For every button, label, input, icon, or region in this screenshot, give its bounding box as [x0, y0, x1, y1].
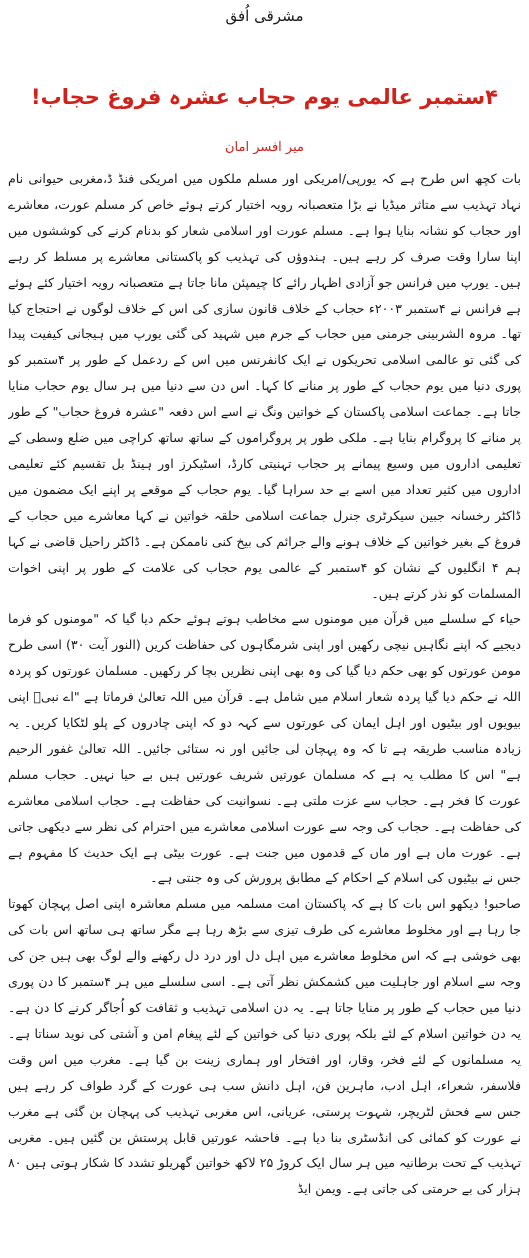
- article-headline: ۴ستمبر عالمی یوم حجاب عشرہ فروغ حجاب!: [31, 85, 498, 109]
- article-paragraph: بات کچھ اس طرح ہے کہ یورپی/امریکی اور مسلم ملکوں میں امریکی فنڈ ڈ،مغربی حیوانی نام نہاد تہذیب سے متاثر میڈیا نے بڑا متعصبانہ رویہ اختیار کرتے ہوئے خاص کر مسلم عورت، معاشرے اور حجاب کو نشانہ بنایا ہوا ہے۔ مسلم عورت اور اسلامی شعار کو بدنام کرنے کی کوششوں میں اپنا سارا وقت صرف کر رہے ہیں۔ ہندوؤں کی تہذیب کو پاکستانی معاشرے پر مسلط کر رہے ہیں۔ یورپ میں فرانس جو آزادی اظہار رائے کا چیمپئن مانا جاتا ہے متعصبانہ رویہ اختیار کئے ہوئے ہے فرانس نے ۴ستمبر ۲۰۰۳ء حجاب کے خلاف قانون سازی کی اس کے خلاف لوگوں نے احتجاج کیا تھا۔ مروہ الشربینی جرمنی میں حجاب کے جرم میں شہید کی گئی یورپ میں ہیجانی کیفیت پیدا کی گئی تو عالمی اسلامی تحریکوں نے ایک کانفرنس میں اس کے ردعمل کے طور پر ۴ستمبر کو پوری دنیا میں یوم حجاب کے طور پر منانے کا کہا۔ اس دن سے دنیا میں ہر سال یوم حجاب منایا جاتا ہے۔ جماعت اسلامی پاکستان کے خواتین ونگ نے اسے اس دفعہ "عشرہ فروغ حجاب" کے طور پر منانے کا پروگرام بنایا ہے۔ ملکی طور پر پروگراموں کے ساتھ ساتھ کراچی میں ضلع وسطی کے تعلیمی اداروں میں وسیع پیمانے پر حجاب تہنیتی کارڈ، اسٹیکرز اور ہینڈ بل تقسیم کئے تعلیمی اداروں میں کثیر تعداد میں اسے بے حد سراہا گیا۔ یوم حجاب کے موقعے پر اپنے ایک مضمون میں ڈاکٹر رخسانہ جبین سیکرٹری جنرل جماعت اسلامی حلقہ خواتین نے کہا معاشرے میں حجاب کے فروغ کے بغیر خواتین کے خلاف ہونے والے جرائم کی بیخ کنی ناممکن ہے۔ ڈاکٹر راحیل قاضی نے کہا ہم ۴ انگلیوں کے نشان کو ۴ستمبر کے عالمی یوم حجاب کی علامت کے طور پر اپنی اخوات المسلمات کو نذر کرتے ہیں۔: [8, 171, 521, 601]
- article-author: میر افسر امان: [224, 140, 304, 155]
- section-name: مشرقی اُفق: [225, 7, 304, 25]
- article-paragraph: حیاء کے سلسلے میں قرآن میں مومنوں سے مخاطب ہوتے ہوئے حکم دیا گیا کہ "مومنوں کو فرما دیجیے کہ اپنے نگاہیں نیچی رکھیں اور اپنی شرمگاہوں کی حفاظت کریں (النور آیت ۳۰) اسی طرح مومن عورتوں کو بھی حکم دیا گیا کی وہ بھی اپنی نظریں بچا کر رکھیں۔ مسلمان عورتوں کو پردہ اللہ نے حکم دیا گیا پردہ شعار اسلام میں شامل ہے۔ قرآن میں اللہ تعالیٰ فرماتا ہے "اے نبیؐ اپنی بیویوں اور بیٹیوں اور اہل ایمان کی عورتوں سے کہہ دو کہ اپنی چادروں کے پلو لٹکایا کریں۔ یہ زیادہ مناسب طریقہ ہے تا کہ وہ پہچان لی جائیں اور نہ ستائی جائیں۔ اللہ تعالیٰ غفور الرحیم ہے" اس کا مطلب یہ ہے کہ مسلمان عورتیں شریف عورتیں ہیں بے حیا نہیں۔ حجاب مسلم عورت کا فخر ہے۔ حجاب سے عزت ملتی ہے۔ نسوانیت کی حفاظت ہے۔ حجاب اسلامی معاشرے کی حفاظت ہے۔ حجاب کی وجہ سے عورت اسلامی معاشرے میں احترام کی نظر سے دیکھی جاتی ہے۔ عورت ماں ہے اور ماں کے قدموں میں جنت ہے۔ عورت بیٹی ہے ایک حدیث کا مفہوم ہے جس نے بیٹیوں کی اسلام کے احکام کے مطابق پرورش کی وہ جنتی ہے۔: [8, 611, 521, 886]
- article-paragraph: صاحبو! دیکھو اس بات کا ہے کہ پاکستان امت مسلمہ میں مسلم معاشرہ اپنی اصل پہچان کھوتا جا رہا ہے اور مخلوط معاشرے کی طرف تیزی سے بڑھ رہا ہے مگر ساتھ ہی ساتھ اس بات کی بھی خوشی ہے کہ اس مخلوط معاشرے میں اہل دل اور درد دل رکھنے والے لوگ بھی ہیں جن کی وجہ سے اسلام اور جاہلیت میں کشمکش نظر آتی ہے۔ اسی سلسلے میں ہر ۴ستمبر کا دن پوری دنیا میں حجاب کے طور پر منایا جاتا ہے۔ یہ دن اسلامی تہذیب و ثقافت کو اُجاگر کرنے کا دن ہے۔ یہ دن خواتین اسلام کے لئے بلکہ پوری دنیا کی خواتین کے لئے پیغام امن و آشتی کی نوید سناتا ہے۔ یہ مسلمانوں کے لئے فخر، وقار، اور افتخار اور ہماری زینت بن گیا ہے۔ مغرب میں اس وقت فلاسفر، شعراء، اہل ادب، ماہرین فن، اہل دانش سب ہی عورت کے گرد طواف کر رہے ہیں جس سے فحش لٹریچر، شہوت پرستی، عریانی، اس مغربی تہذیب کی پہچان بن گئی ہے مغرب نے عورت کو کمائی کی انڈسٹری بنا دیا ہے۔ فاحشہ عورتیں قابل پرستش بن گئیں ہیں۔ مغربی تہذیب کے تحت برطانیہ میں ہر سال ایک کروڑ ۲۵ لاکھ خواتین گھریلو تشدد کا شکار ہوتی ہیں ۸۰ ہزار کی بے حرمتی کی جاتی ہے۔ ویمن ایڈ: [8, 896, 521, 1197]
- article-body: [8, 166, 521, 1252]
